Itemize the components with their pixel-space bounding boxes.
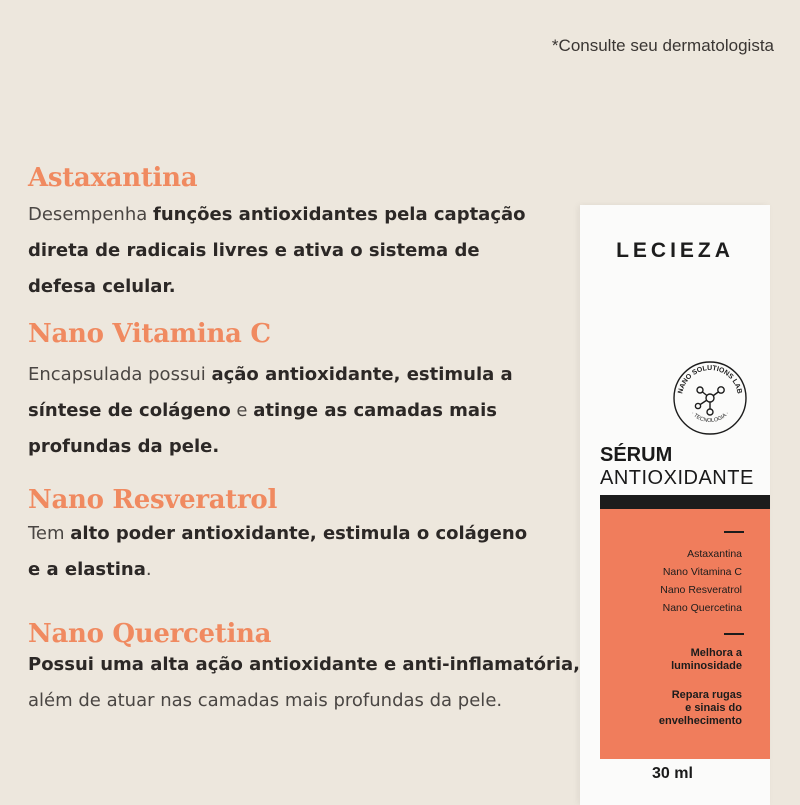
text-regular: Encapsulada possui <box>28 364 212 385</box>
section-body <box>28 357 548 465</box>
section-nano-vitamina-c <box>28 318 548 465</box>
text-regular: além de atuar nas camadas mais profundas da pele. <box>28 690 503 711</box>
text-bold: Possui uma alta ação antioxidante e anti-inflamatória, <box>28 654 581 675</box>
claim-line: envelhecimento <box>658 715 742 727</box>
claim-line: e sinais do <box>685 702 742 714</box>
nano-solutions-seal-icon <box>672 360 748 436</box>
text-bold: atinge as camadas mais <box>253 400 497 421</box>
text-regular: e <box>230 400 254 421</box>
product-subtitle: ANTIOXIDANTE <box>600 467 754 489</box>
section-body <box>28 516 548 588</box>
text-bold: ação antioxidante, estimula a <box>211 364 513 385</box>
text-bold: alto poder antioxidante, estimula o colágeno <box>70 523 528 544</box>
dark-band <box>600 495 770 509</box>
text-bold: defesa celular. <box>28 276 176 297</box>
section-title: Nano Resveratrol <box>28 485 278 515</box>
text-bold: direta de radicais livres e ativa o sistema de <box>28 240 480 261</box>
section-title: Nano Quercetina <box>28 619 272 649</box>
seal-text-bottom: · TECNOLOGIA · <box>689 410 731 425</box>
text-regular: . <box>145 559 152 580</box>
divider <box>724 531 744 533</box>
section-nano-quercetina <box>28 618 581 719</box>
section-title: Nano Vitamina C <box>28 319 271 349</box>
ingredient-item: Nano Resveratrol <box>660 584 742 596</box>
text-bold: profundas da pele. <box>28 436 220 457</box>
product-box <box>580 205 770 805</box>
brand-logo: LECIEZA <box>616 239 734 262</box>
section-nano-resveratrol <box>28 484 548 588</box>
text-bold: síntese de colágeno <box>28 400 231 421</box>
claim-luminosity <box>671 647 742 673</box>
claim-line: Melhora a <box>690 647 742 659</box>
product-name: SÉRUM <box>600 444 673 466</box>
text-bold: e a elastina <box>28 559 146 580</box>
text-regular: Desempenha <box>28 204 153 225</box>
claim-line: luminosidade <box>671 660 742 672</box>
ingredient-item: Astaxantina <box>687 548 742 560</box>
seal-text-top: NANO SOLUTIONS LAB <box>677 364 743 395</box>
text-regular: Tem <box>28 523 71 544</box>
section-title: Astaxantina <box>28 163 198 193</box>
product-volume: 30 ml <box>652 765 693 782</box>
claim-wrinkles <box>659 689 742 728</box>
text-bold: funções antioxidantes pela captação <box>153 204 526 225</box>
disclaimer: *Consulte seu dermatologista <box>551 36 774 55</box>
section-body <box>28 647 581 719</box>
divider <box>724 633 744 635</box>
ingredient-item: Nano Vitamina C <box>662 566 742 578</box>
ingredients-panel <box>600 509 770 759</box>
ingredient-item: Nano Quercetina <box>662 602 742 614</box>
section-body <box>28 197 548 305</box>
section-astaxantina <box>28 162 548 305</box>
claim-line: Repara rugas <box>671 689 742 701</box>
